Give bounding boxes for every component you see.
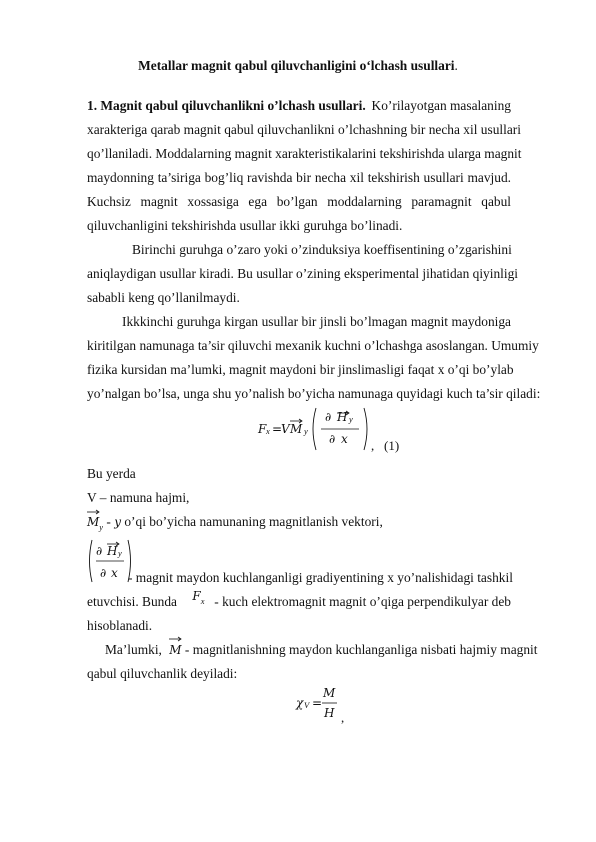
gradient-fraction: ∂ H y ∂ x — [87, 538, 133, 584]
vector-arrow-icon — [169, 636, 183, 642]
paragraph-line: qiluvchanligini tekshirishda usullar ikki guruhga bo’linadi. — [87, 218, 403, 233]
where-intro: Bu yerda — [87, 466, 136, 481]
paragraph-line: aniqlaydigan usullar kiradi. Bu usullar o’zining eksperimental jihatidan qiyinligi — [87, 266, 519, 281]
paragraph-line: xarakteriga qarab magnit qabul qiluvchanlikni o’lchashning bir necha xil usullari — [87, 122, 521, 137]
paragraph-line: fizika kursidan ma’lumki, magnit maydoni bir jinslimasligi faqat x o’qi bo’ylab — [87, 362, 514, 377]
paragraph-line: Ikkkinchi guruhga kirgan usullar bir jinsli bo’lmagan magnit maydoniga — [122, 314, 511, 329]
vector-M: M — [290, 422, 303, 436]
paragraph-line: sababli keng qo’llanilmaydi. — [87, 290, 240, 305]
equation-number: , (1) — [371, 438, 400, 453]
paragraph-line: Birinchi guruhga o’zaro yoki o’zinduksiya koeffisentining o’zgarishini — [132, 242, 512, 257]
paragraph-line: yo’nalgan bo’lsa, unga shu yo’nalish bo’yicha namunaga quyidagi kuch ta’sir qiladi: — [87, 386, 541, 401]
paragraph-line: qo’llaniladi. Moddalarning magnit xarakteristikalarini tekshirishda ularga magnit — [87, 146, 522, 161]
definition-gradient: - magnit maydon kuchlanganligi gradiyentining x yo’nalishidagi tashkil — [128, 570, 513, 585]
paragraph-line: qabul qiluvchanlik deyiladi: — [87, 666, 238, 681]
vector-arrow-icon — [290, 418, 304, 424]
definition-force-end: hisoblanadi. — [87, 618, 153, 633]
definition-magnetization: $M_y$ - y o’qi bo’yicha namunaning magnitlanish vektori, — [87, 514, 511, 531]
section-heading-line — [87, 98, 511, 114]
formula-susceptibility: χ V = M H , — [296, 686, 345, 725]
definition-volume: V – namuna hajmi, — [87, 490, 190, 505]
page-title: Metallar magnit qabul qiluvchanligini o‘lchash usullari. — [138, 58, 458, 73]
section-text-start: Ko’rilayotgan masalaning — [371, 98, 511, 113]
paragraph-line: maydonning ta’siriga bog’liq ravishda bir necha xil tekshirish usullari mavjud. — [87, 170, 511, 185]
paragraph-line: Kuchsiz magnit xossasiga ega bo’lgan moddalarning paramagnit qabul — [87, 194, 511, 209]
susceptibility-definition: Ma’lumki, M - magnitlanishning maydon kuchlanganliga nisbati hajmiy magnit — [105, 642, 511, 658]
document-page: Metallar magnit qabul qiluvchanligini o‘lchash usullari. 1. Magnit qabul qiluvchanlikni o’lchash usullari. Ko’rilayotgan masalaning xarakteriga qarab magnit qabul qiluvchanlikni o’lchashning bir necha xil usullari qo’llaniladi. Moddalarning magnit xarakteristikalarini tekshirishda ularga magnit maydonning ta’siriga bog’liq ravishda bir necha xil tekshirish usullari mavjud. Kuchsiz magnit xossasiga ega bo’lgan moddalarning paramagnit qabul qiluvchanligini tekshirishda usullar ikki guruhga bo’linadi. Birinchi guruhga o’zaro yoki o’zinduksiya koeffisentining o’zgarishini aniqlaydigan usullar kiradi. Bu usullar o’zining eksperimental jihatidan qiyinligi sababli keng qo’llanilmaydi. Ikkkinchi guruhga kirgan usullar bir jinsli bo’lmagan magnit maydoniga kiritilgan namunaga ta’sir qiluvchi mexanik kuchni o’lchashga asoslangan. Umumiy fizika kursidan ma’lumki, magnit maydoni bir jinslimasligi faqat x o’qi bo’ylab yo’nalgan bo’lsa, unga shu yo’nalish bo’yicha namunaga quyidagi kuch ta’sir qiladi: F x = V M y ∂ H y ∂ x , (1) Bu yerda V – namuna hajmi, $M_y$ - y o’qi bo’yicha namunaning magnitlanish vektori, ∂ H y ∂ x - magnit maydon kuchlanganligi gradiyentining x yo’nalishidagi tashkil etuvchisi. Bunda Fx - kuch elektromagnit magnit o’qiga perpendikulyar deb hisoblanadi. Ma’lumki, M - magnitlanishning maydon kuchlanganliga nisbati hajmiy magnit qabul qiluvchanlik deyiladi: χ V = M H , — [0, 0, 596, 842]
section-heading: 1. Magnit qabul qiluvchanlikni o’lchash usullari. — [87, 98, 366, 113]
vector-arrow-icon — [87, 509, 101, 515]
definition-force-line: etuvchisi. Bunda Fx - kuch elektromagnit magnit o’qiga perpendikulyar deb — [87, 589, 511, 609]
paragraph-line: kiritilgan namunaga ta’sir qiluvchi mexanik kuchni o’lchashga asoslangan. Umumiy — [87, 338, 539, 353]
